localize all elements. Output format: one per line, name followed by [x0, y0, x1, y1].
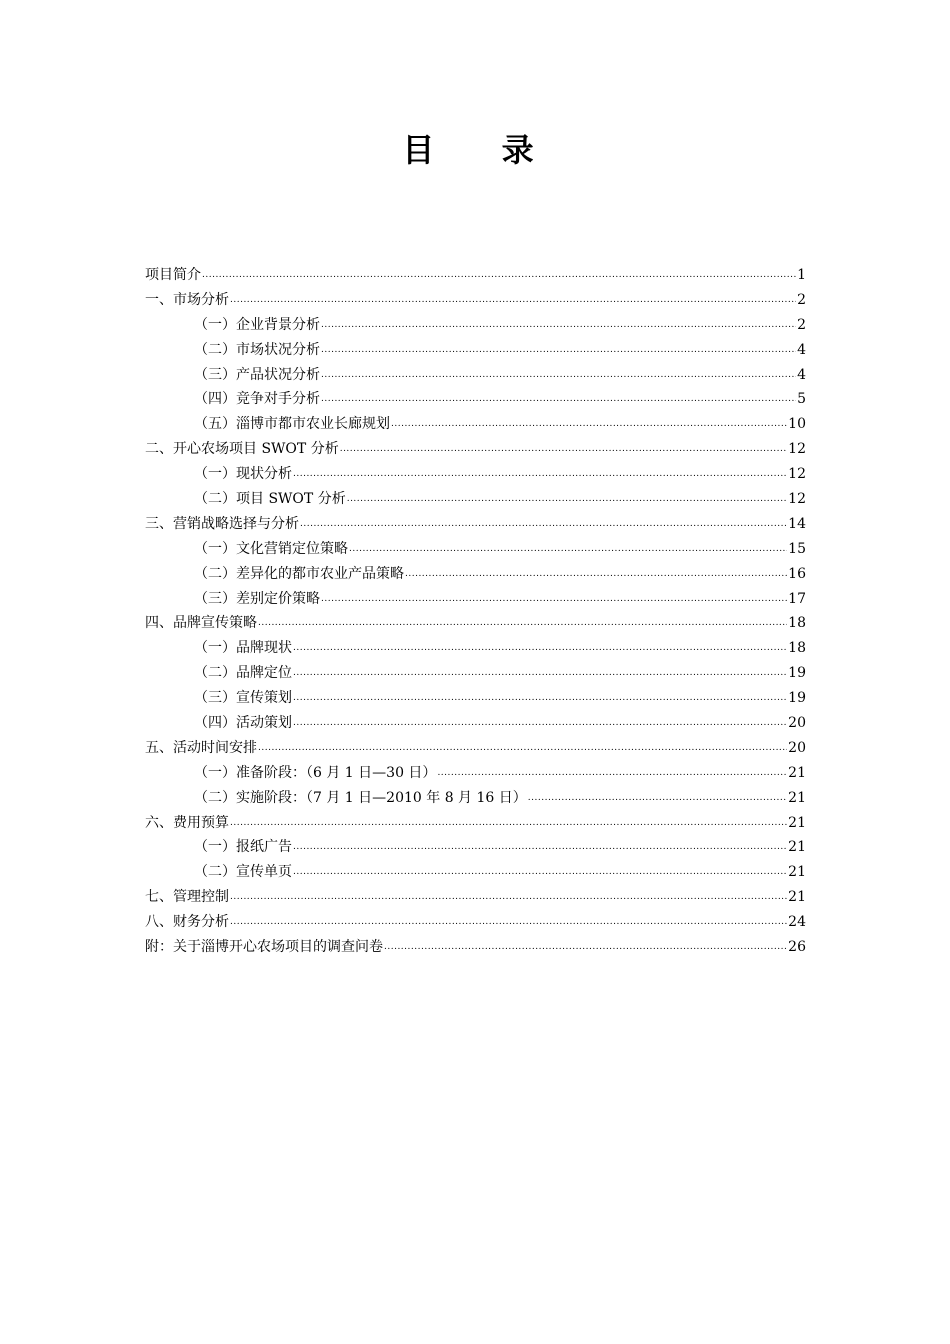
toc-entry-page-number: 5 — [797, 391, 806, 408]
toc-entry-page-number: 15 — [788, 540, 806, 557]
toc-entry-page-number: 24 — [788, 914, 806, 931]
toc-entry[interactable] — [145, 587, 806, 612]
toc-entry-page-number: 12 — [788, 491, 806, 508]
toc-dot-leader — [258, 611, 787, 636]
toc-entry[interactable] — [145, 661, 806, 686]
toc-dot-leader — [293, 860, 787, 885]
toc-entry[interactable] — [145, 736, 806, 761]
toc-entry-label: （四）活动策划 — [194, 715, 292, 732]
toc-entry-label: （一）文化营销定位策略 — [194, 540, 348, 557]
toc-entry-page-number: 20 — [788, 715, 806, 732]
toc-entry-label: （二）项目 SWOT 分析 — [194, 491, 346, 508]
toc-entry-label: （一）企业背景分析 — [194, 316, 320, 333]
toc-entry-label: （三）差别定价策略 — [194, 590, 320, 607]
toc-entry-page-number: 1 — [797, 267, 806, 283]
toc-entry[interactable] — [145, 935, 806, 960]
toc-dot-leader — [230, 811, 787, 836]
toc-entry[interactable] — [145, 487, 806, 512]
toc-entry-label: 八、财务分析 — [145, 914, 229, 931]
toc-dot-leader — [384, 935, 787, 960]
toc-entry-label: （三）产品状况分析 — [194, 366, 320, 383]
toc-entry[interactable] — [145, 835, 806, 860]
toc-entry[interactable] — [145, 437, 806, 462]
toc-entry-label: （二）差异化的都市农业产品策略 — [194, 565, 404, 582]
toc-entry[interactable] — [145, 885, 806, 910]
toc-entry-page-number: 21 — [788, 864, 806, 881]
toc-entry-page-number: 4 — [797, 341, 806, 358]
toc-entry-page-number: 2 — [797, 316, 806, 333]
toc-entry-page-number: 20 — [788, 739, 806, 756]
toc-dot-leader — [300, 512, 787, 537]
toc-entry-page-number: 18 — [788, 615, 806, 632]
toc-entry[interactable] — [145, 562, 806, 587]
toc-entry-label: （三）宣传策划 — [194, 690, 292, 707]
toc-dot-leader — [293, 711, 787, 736]
table-of-contents — [145, 263, 806, 960]
toc-dot-leader — [391, 412, 787, 437]
toc-dot-leader — [293, 661, 787, 686]
toc-entry-label: 七、管理控制 — [145, 889, 229, 906]
toc-entry-label: （二）市场状况分析 — [194, 341, 320, 358]
toc-entry[interactable] — [145, 263, 806, 288]
toc-entry[interactable] — [145, 686, 806, 711]
toc-dot-leader — [202, 263, 796, 288]
toc-entry[interactable] — [145, 910, 806, 935]
toc-entry-page-number: 19 — [788, 665, 806, 682]
toc-entry-page-number: 21 — [788, 789, 806, 806]
toc-entry[interactable] — [145, 313, 806, 338]
toc-dot-leader — [293, 636, 787, 661]
toc-entry-label: 二、开心农场项目 SWOT 分析 — [145, 441, 339, 458]
toc-entry-label: （一）准备阶段：（6 月 1 日—30 日） — [194, 764, 437, 781]
toc-entry[interactable] — [145, 860, 806, 885]
toc-dot-leader — [321, 338, 796, 363]
toc-dot-leader — [293, 462, 787, 487]
toc-entry-page-number: 12 — [788, 466, 806, 483]
toc-entry-page-number: 18 — [788, 640, 806, 657]
toc-dot-leader — [230, 288, 796, 313]
toc-entry-label: （一）品牌现状 — [194, 640, 292, 657]
toc-entry-label: （四）竞争对手分析 — [194, 391, 320, 408]
toc-entry-label: 一、市场分析 — [145, 291, 229, 308]
toc-dot-leader — [293, 686, 787, 711]
toc-entry-label: 四、品牌宣传策略 — [145, 615, 257, 632]
toc-entry[interactable] — [145, 786, 806, 811]
toc-entry[interactable] — [145, 537, 806, 562]
toc-entry-label: 项目简介 — [145, 267, 201, 283]
toc-entry-label: （一）现状分析 — [194, 466, 292, 483]
toc-dot-leader — [321, 387, 796, 412]
toc-entry[interactable] — [145, 412, 806, 437]
toc-dot-leader — [321, 313, 796, 338]
toc-entry[interactable] — [145, 387, 806, 412]
toc-dot-leader — [293, 835, 787, 860]
toc-entry-page-number: 17 — [788, 590, 806, 607]
toc-entry-label: 六、费用预算 — [145, 814, 229, 831]
toc-dot-leader — [347, 487, 787, 512]
toc-entry-page-number: 26 — [788, 939, 806, 956]
toc-entry-page-number: 2 — [797, 291, 806, 308]
toc-dot-leader — [321, 363, 796, 388]
toc-dot-leader — [340, 437, 787, 462]
toc-dot-leader — [321, 587, 787, 612]
toc-entry-label: （五）淄博市都市农业长廊规划 — [194, 416, 390, 433]
toc-entry[interactable] — [145, 338, 806, 363]
toc-entry[interactable] — [145, 811, 806, 836]
toc-entry-page-number: 21 — [788, 814, 806, 831]
toc-dot-leader — [437, 761, 787, 786]
toc-entry[interactable] — [145, 462, 806, 487]
toc-entry-page-number: 21 — [788, 764, 806, 781]
toc-entry[interactable] — [145, 512, 806, 537]
toc-entry-label: 附：关于淄博开心农场项目的调查问卷 — [145, 939, 383, 956]
toc-entry-page-number: 10 — [788, 416, 806, 433]
toc-entry-label: （二）实施阶段：（7 月 1 日—2010 年 8 月 16 日） — [194, 789, 527, 806]
toc-entry-label: （二）宣传单页 — [194, 864, 292, 881]
toc-dot-leader — [528, 786, 787, 811]
toc-dot-leader — [258, 736, 787, 761]
toc-dot-leader — [349, 537, 787, 562]
page-title: 目 录 — [402, 131, 562, 169]
toc-entry[interactable] — [145, 611, 806, 636]
toc-entry-page-number: 12 — [788, 441, 806, 458]
toc-dot-leader — [230, 910, 787, 935]
toc-entry[interactable] — [145, 761, 806, 786]
toc-entry[interactable] — [145, 363, 806, 388]
toc-entry-label: 三、营销战略选择与分析 — [145, 515, 299, 532]
toc-entry-label: （二）品牌定位 — [194, 665, 292, 682]
toc-entry-page-number: 16 — [788, 565, 806, 582]
toc-dot-leader — [230, 885, 787, 910]
toc-entry-page-number: 4 — [797, 366, 806, 383]
toc-entry[interactable] — [145, 288, 806, 313]
toc-entry-label: 五、活动时间安排 — [145, 739, 257, 756]
toc-dot-leader — [405, 562, 787, 587]
toc-entry-page-number: 19 — [788, 690, 806, 707]
toc-entry[interactable] — [145, 636, 806, 661]
toc-entry-page-number: 21 — [788, 839, 806, 856]
toc-entry-page-number: 21 — [788, 889, 806, 906]
toc-entry-label: （一）报纸广告 — [194, 839, 292, 856]
toc-entry[interactable] — [145, 711, 806, 736]
toc-entry-page-number: 14 — [788, 515, 806, 532]
